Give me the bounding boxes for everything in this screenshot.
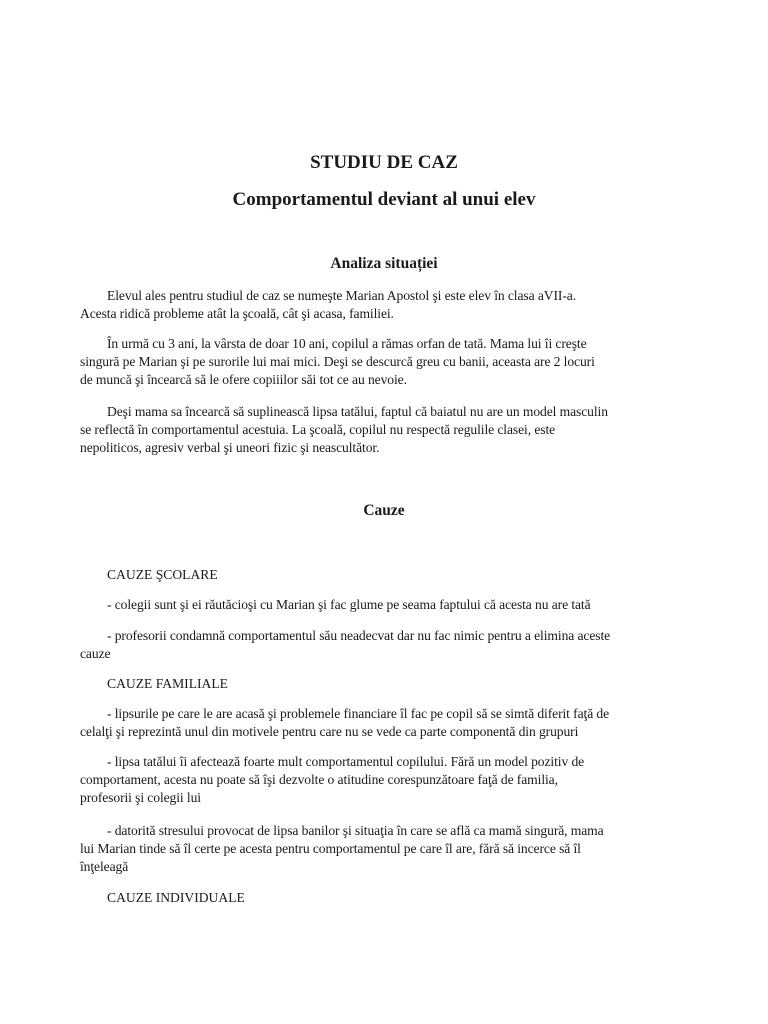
individual-causes-label: CAUZE INDIVIDUALE bbox=[107, 890, 245, 905]
family-cause-item-3 bbox=[80, 822, 685, 876]
paragraph-line: singură pe Marian şi pe surorile lui mai mici. Deşi se descurcă greu cu banii, aceasta are 2 locuri bbox=[80, 354, 595, 369]
paragraph-line: Acesta ridică probleme atât la şcoală, cât şi acasa, familiei. bbox=[80, 306, 394, 321]
paragraph-line: - profesorii condamnă comportamentul său neadecvat dar nu fac nimic pentru a elimina aceste bbox=[107, 628, 611, 643]
family-cause-item-2 bbox=[80, 753, 685, 807]
paragraph-line: nepoliticos, agresiv verbal şi uneori fizic şi neascultător. bbox=[80, 440, 380, 455]
school-cause-item-2 bbox=[80, 627, 685, 663]
paragraph-line: se reflectă în comportamentul acestuia. La şcoală, copilul nu respectă regulile clasei, este bbox=[80, 422, 556, 437]
paragraph-line: - colegii sunt şi ei răutăcioşi cu Marian şi fac glume pe seama faptului că acesta nu are tată bbox=[107, 597, 591, 612]
school-causes-label: CAUZE ŞCOLARE bbox=[107, 567, 218, 582]
paragraph-line: - lipsurile pe care le are acasă şi problemele financiare îl fac pe copil să se simtă diferit faţă de bbox=[107, 706, 610, 721]
document-title: STUDIU DE CAZ bbox=[310, 152, 458, 173]
document-subtitle: Comportamentul deviant al unui elev bbox=[232, 189, 536, 210]
section-heading-causes: Cauze bbox=[363, 502, 405, 519]
paragraph-line: celalţi şi reprezintă unul din motivele pentru care nu se vede ca parte componentă din grupuri bbox=[80, 724, 579, 739]
paragraph-line: În urmă cu 3 ani, la vârsta de doar 10 ani, copilul a rămas orfan de tată. Mama lui îi creşte bbox=[107, 336, 587, 351]
paragraph-line: Deşi mama sa încearcă să suplinească lipsa tatălui, faptul că baiatul nu are un model masculin bbox=[107, 404, 608, 419]
paragraph-line: înţeleagă bbox=[80, 859, 129, 874]
analysis-paragraph-3 bbox=[80, 403, 685, 457]
analysis-paragraph-2 bbox=[80, 335, 685, 389]
school-cause-item-1 bbox=[80, 596, 685, 614]
paragraph-line: - datorită stresului provocat de lipsa banilor şi situaţia în care se află ca mamă singură, mama bbox=[107, 823, 604, 838]
family-causes-label: CAUZE FAMILIALE bbox=[107, 676, 228, 691]
section-heading-analysis: Analiza situației bbox=[330, 255, 438, 272]
paragraph-line: comportament, acesta nu poate să îşi dezvolte o atitudine corespunzătoare faţă de familia, bbox=[80, 772, 558, 787]
paragraph-line: - lipsa tatălui îi afectează foarte mult comportamentul copilului. Fără un model pozitiv de bbox=[107, 754, 585, 769]
paragraph-line: lui Marian tinde să îl certe pe acesta pentru comportamentul pe care îl are, fără să incerce să îl bbox=[80, 841, 581, 856]
family-cause-item-1 bbox=[80, 705, 685, 741]
paragraph-line: de muncă şi încearcă să le ofere copiiilor săi tot ce au nevoie. bbox=[80, 372, 407, 387]
paragraph-line: cauze bbox=[80, 646, 111, 661]
paragraph-line: Elevul ales pentru studiul de caz se numeşte Marian Apostol şi este elev în clasa aVII-a. bbox=[107, 288, 576, 303]
paragraph-line: profesorii şi colegii lui bbox=[80, 790, 201, 805]
analysis-paragraph-1 bbox=[80, 287, 685, 323]
